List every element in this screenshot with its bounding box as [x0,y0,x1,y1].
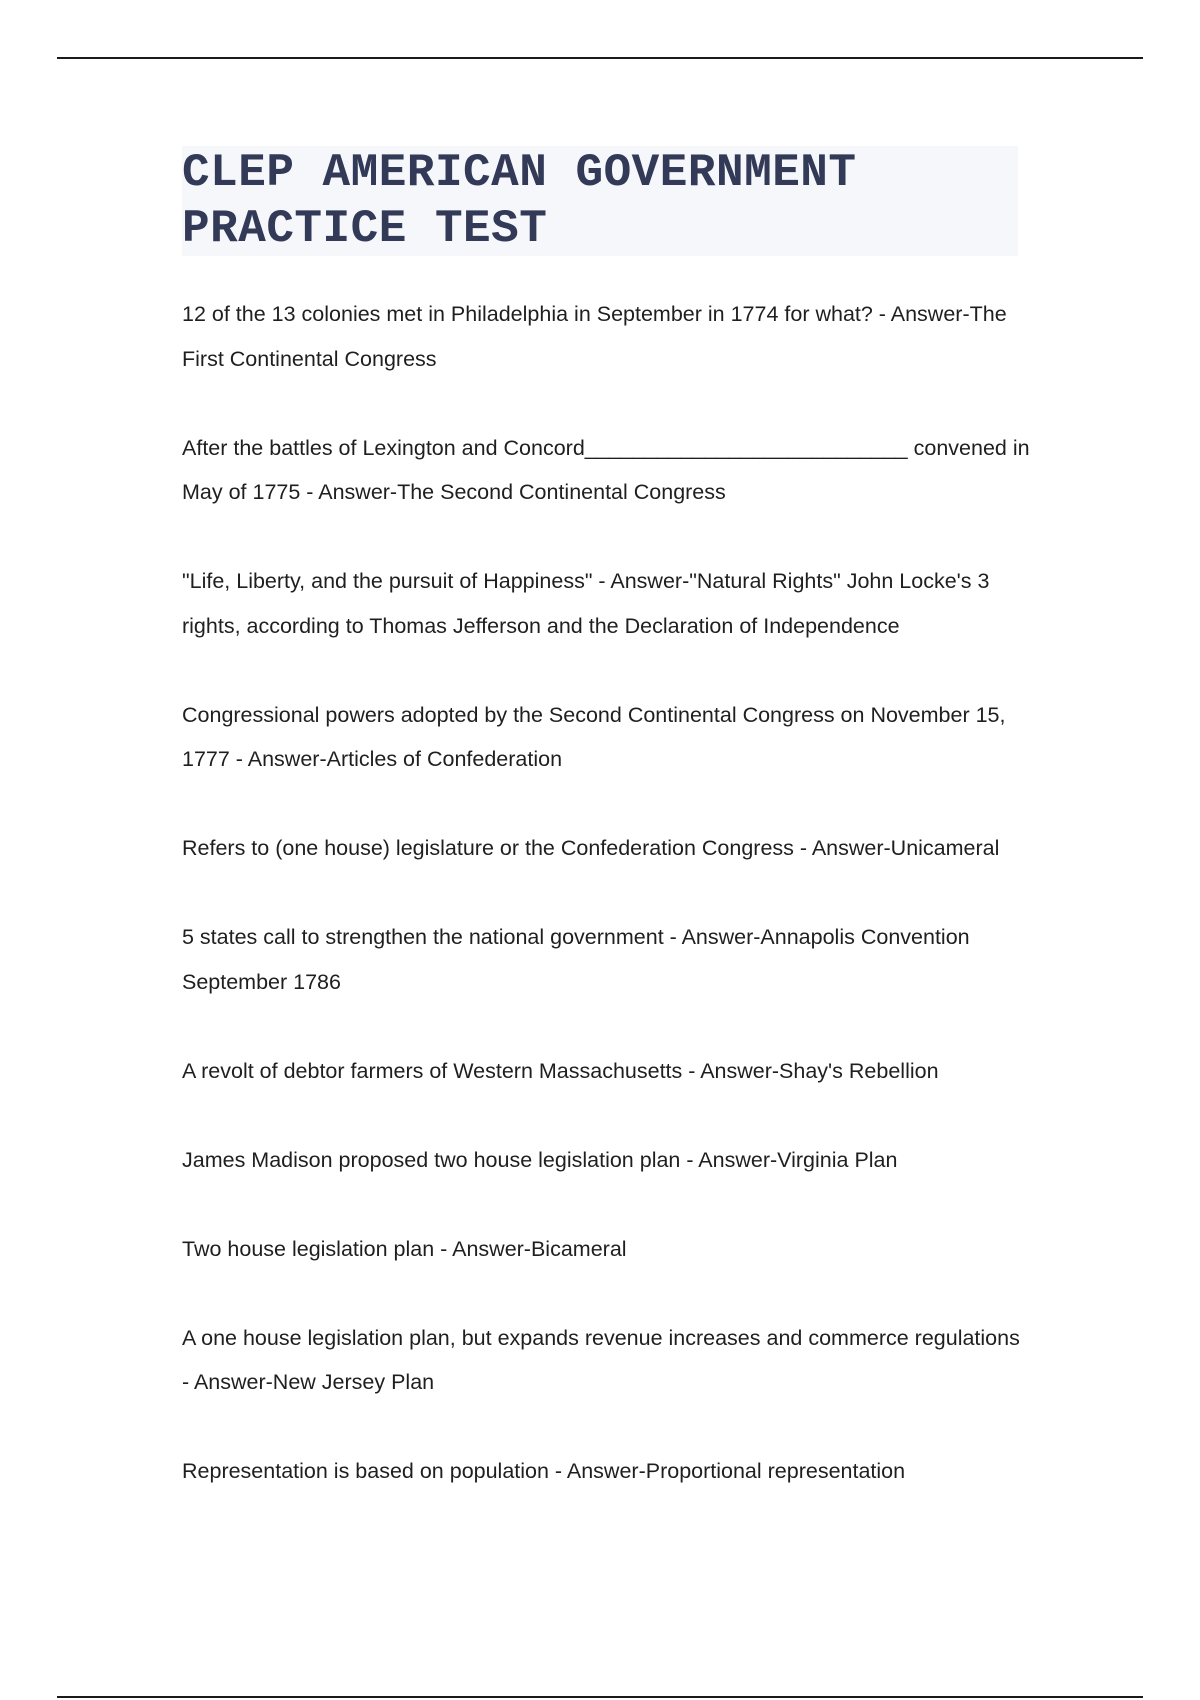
qa-item: A one house legislation plan, but expands revenue increases and commerce regulations - Answer-New Jersey Plan [182,1325,1020,1394]
qa-item: Two house legislation plan - Answer-Bicameral [182,1236,627,1261]
qa-item: Representation is based on population - Answer-Proportional representation [182,1459,906,1483]
qa-item: After the battles of Lexington and Concord___________________________ convened in May of 1775 - Answer-The Second Continental Congress [182,435,1030,504]
title-banner [182,146,1018,256]
qa-item: 5 states call to strengthen the national government - Answer-Annapolis Convention September 1786 [182,925,970,994]
header-rule [57,57,1143,59]
footer-rule [57,1696,1143,1698]
qa-item: Refers to (one house) legislature or the Confederation Congress - Answer-Unicameral [182,836,1000,860]
qa-item: A revolt of debtor farmers of Western Massachusetts - Answer-Shay's Rebellion [182,1058,939,1083]
qa-item: "Life, Liberty, and the pursuit of Happiness" - Answer-"Natural Rights" John Locke's 3 rights, according to Thomas Jefferson and the Declaration of Independence [182,569,990,638]
qa-item: Congressional powers adopted by the Second Continental Congress on November 15, 1777 - Answer-Articles of Confederation [182,702,1006,771]
qa-item: 12 of the 13 colonies met in Philadelphia in September in 1774 for what? - Answer-The First Continental Congress [182,302,1007,371]
qa-list [182,292,1032,1538]
page-title: CLEP AMERICAN GOVERNMENT PRACTICE TEST [182,147,857,255]
qa-item: James Madison proposed two house legislation plan - Answer-Virginia Plan [182,1147,898,1172]
